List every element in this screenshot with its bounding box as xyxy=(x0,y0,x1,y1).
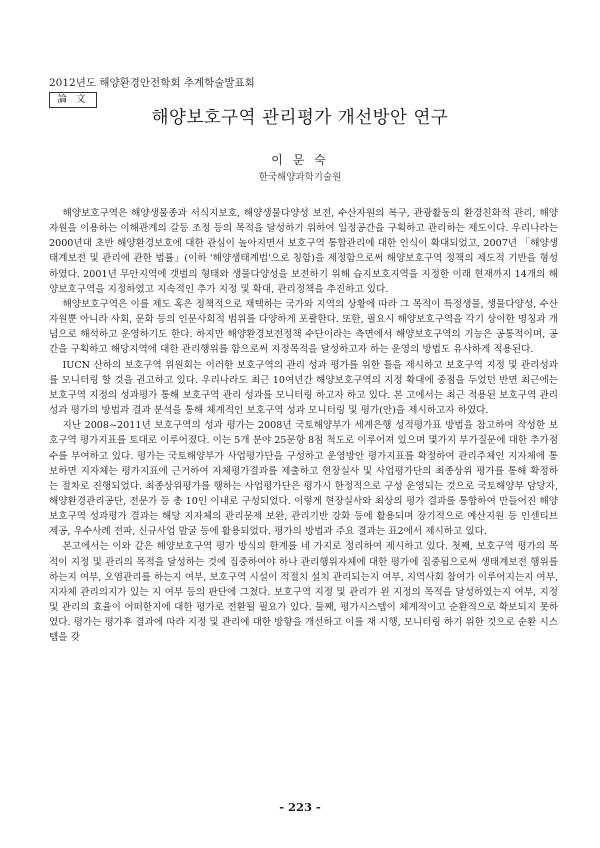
body-paragraph: 해양보호구역은 이를 제도 혹은 정책적으로 채택하는 국가와 지역의 상황에 따라 그 목적이 특정생물, 생물다양성, 수산자원뿐 아니라 사회, 문화 등의 인문사회적 범위를 다양하게 포괄한다. 또한, 필요시 해양보호구역을 각기 상이한 명칭과 개념으로 해석하고 운영하기도 한다. 하지만 해양환경보전정책 수단이라는 측면에서 해양보호구역의 기능은 공통적이며, 공간을 구획하고 해당지역에 대한 관리행위를 함으로써 지정목적을 달성하고자 하는 운영의 방법도 유사하게 적용된다. xyxy=(49,298,558,356)
body-paragraph: 본고에서는 이와 같은 해양보호구역 평가 방식의 한계를 네 가지로 정리하여 제시하고 있다. 첫째, 보호구역 평가의 목적이 지정 및 관리의 목적을 달성하는 것에 집중하여야 하나 관리행위자체에 대한 평가에 집중됨으로써 생태계보전 행위를 하는지 여부, 오염관리를 하는지 여부, 보호구역 시설이 적절치 설치 관리되는지 여부, 지역사회 참여가 이루어지는지 여부, 지자체 관리의지가 있는 지 여부 등의 판단에 그쳤다. 보호구역 지정 및 관리가 왼 지정의 목적을 달성하였는지 여부, 지정 및 관리의 효율이 어떠한지에 대한 평가로 전환될 필요가 있다. 둘째, 평가시스템이 체계적이고 순환적으로 확보되지 못하였다. 평가는 평가후 결과에 따라 지정 및 관리에 대한 방향을 개선하고 이를 재 시행, 모니터링 하기 위한 것으로 순환 시스템을 갖 xyxy=(49,541,558,644)
paper-body xyxy=(49,206,558,798)
body-paragraph: IUCN 산하의 보호구역 위원회는 이러한 보호구역의 관리 성과 평가를 위한 틀을 제시하고 보호구역 지정 및 관리성과를 모니터링 할 것을 권고하고 있다. 우리나라도 최근 10여년간 해양보호구역의 지정 확대에 중점을 두었던 반면 최근에는 보호구역 지정의 성과평가 통해 보호구역 관리 성과를 모니터링 하고자 하고 있다. 본 고에서는 최근 적용된 보호구역 관리성과 평가의 방법과 결과 분석을 통해 체계적인 보호구역 성과 모니터링 및 평가(안)을 제시하고자 하였다. xyxy=(49,359,558,417)
body-paragraph: 지난 2008~2011년 보호구역의 성과 평가는 2008년 국토해양부가 세계은행 성적평가표 방법을 참고하여 작성한 보호구역 평가지표를 토대로 이루어졌다. 이는 5개 분야 25문항 8점 척도로 이루어져 있으며 몇가지 부가질문에 대한 추가점수를 부여하고 있다. 평가는 국토해양부가 사업평가단을 구성하고 운영방안 평가지표를 확정하여 관리주체인 지자체에 통보하면 지자체는 평가지표에 근거하여 자체평가결과를 제출하고 현장실사 및 사업평가단의 최종상위 평가를 통해 확정하는 절차로 진행되었다. 최종상위평가를 행하는 사업평가단은 평가시 한정적으로 구성 운영되는 것으로 국토해양부 담당자, 해양환경관리공단, 전문가 등 총 10인 이내로 구성되었다. 이렇게 현장실사와 최상의 평가 결과를 통합하여 만들어진 해양보호구역 성과평가 결과는 해당 지자체의 관리문제 보완, 관리기반 강화 등에 활용되며 장기적으로 예산지원 등 인센티브 제공, 우수사례 전파, 신규사업 발굴 등에 활용되었다. 평가의 방법과 주요 결과는 표2에서 제시하고 있다. xyxy=(49,420,558,538)
author-affiliation: 한국해양과학기술원 xyxy=(258,172,342,183)
author-name: 이 문 숙 xyxy=(271,153,329,167)
conference-header: 2012년도 해양환경안전학회 추계학술발표회 xyxy=(49,77,255,89)
paper-title: 해양보호구역 관리평가 개선방안 연구 xyxy=(151,108,449,128)
article-type-tag: 論 文 xyxy=(49,92,97,108)
page-number: - 223 - xyxy=(279,800,321,814)
body-paragraph: 해양보호구역은 해양생물종과 서식지보호, 해양생물다양성 보전, 수산자원의 복구, 관광활동의 환경친화적 관리, 해양자원을 이용하는 이해관계의 갈등 조정 등의 목적을 달성하기 위하여 일정공간을 구획하고 관리하는 제도이다. 우리나라는 2000년대 초반 해양환경보호에 대한 관심이 높아지면서 보호구역 통합관리에 대한 인식이 확대되었고, 2007년 「해양생태계보전 및 관리에 관한 법률」(이하 '해양생태계법'으로 칭함)을 제정함으로써 해양보호구역 정책의 제도적 기반을 형성하였다. 2001년 무안지역에 갯벌의 형태와 생물다양성을 보전하기 위해 습지보호지역을 지정한 이래 현재까지 14개의 해양보호구역을 지정하였고 지속적인 추가 지정 및 확대, 관리정책을 추진하고 있다. xyxy=(49,208,558,295)
